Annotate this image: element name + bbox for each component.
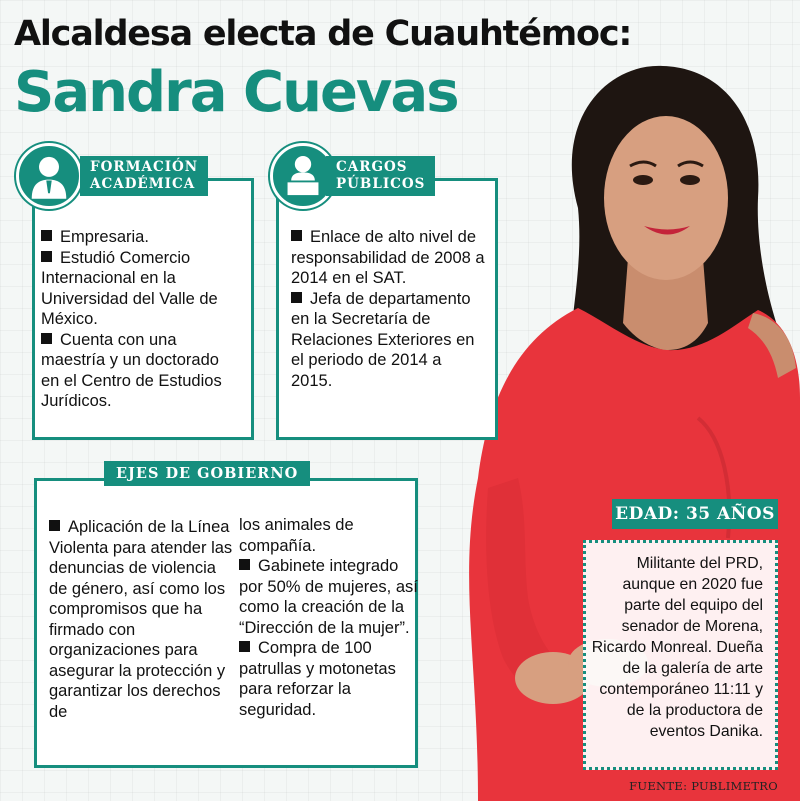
- name-title: Sandra Cuevas: [14, 60, 458, 125]
- ejes-item: Gabinete integrado por 50% de mujeres, así como la creación de la “Dirección de la mujer”.: [239, 557, 418, 637]
- ejes-box: [34, 478, 418, 768]
- formacion-label: FORMACIÓN ACADÉMICA: [80, 156, 208, 196]
- formacion-item: Cuenta con una maestría y un doctorado en el Centro de Estudios Jurídicos.: [41, 330, 222, 410]
- ejes-item: Compra de 100 patrullas y motonetas para reforzar la seguridad.: [239, 639, 396, 719]
- cargos-box: [276, 178, 498, 440]
- bullet-icon: [49, 520, 60, 531]
- headline: Alcaldesa electa de Cuauhtémoc:: [14, 14, 632, 54]
- ejes-column-left: [49, 517, 233, 722]
- ejes-label: EJES DE GOBIERNO: [104, 461, 310, 486]
- ejes-item: Aplicación de la Línea Violenta para atender las denuncias de violencia de género, así como los compromisos que ha firmado con organizaciones para asegurar la protección y garantizar los derechos de: [49, 518, 233, 721]
- edad-box: [583, 540, 778, 770]
- cargos-label: CARGOS PÚBLICOS: [326, 156, 435, 196]
- formacion-item: Empresaria.: [41, 227, 239, 248]
- ejes-item-continued: los animales de compañía.: [239, 516, 354, 555]
- ejes-column-right: [239, 515, 423, 720]
- bullet-icon: [41, 251, 52, 262]
- bullet-icon: [291, 292, 302, 303]
- bullet-icon: [41, 230, 52, 241]
- cargos-item: Enlace de alto nivel de responsabilidad de 2008 a 2014 en el SAT.: [291, 228, 485, 287]
- bullet-icon: [291, 230, 302, 241]
- formacion-item: Estudió Comercio Internacional en la Universidad del Valle de México.: [41, 248, 218, 328]
- person-icon: [16, 143, 82, 209]
- edad-text: Militante del PRD, aunque en 2020 fue parte del equipo del senador de Morena, Ricardo Monreal. Dueña de la galería de arte contemporáneo 11:11 y de la productora de eventos Danika.: [591, 555, 763, 740]
- bullet-icon: [239, 641, 250, 652]
- source-credit: FUENTE: PUBLIMETRO: [629, 779, 778, 793]
- cargos-item: Jefa de departamento en la Secretaría de Relaciones Exteriores en el periodo de 2014 a 2015.: [291, 289, 475, 390]
- edad-label: EDAD: 35 AÑOS: [612, 499, 778, 529]
- formacion-box: [32, 178, 254, 440]
- bullet-icon: [239, 559, 250, 570]
- bullet-icon: [41, 333, 52, 344]
